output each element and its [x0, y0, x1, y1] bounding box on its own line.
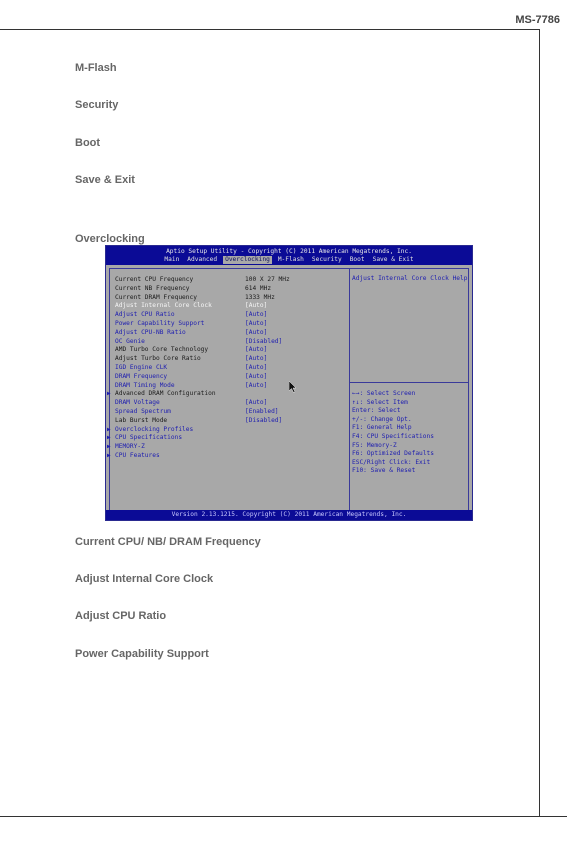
- bios-setting-value[interactable]: [Auto]: [245, 399, 268, 407]
- bios-setting-row[interactable]: [106, 372, 346, 381]
- bios-setting-label: OC Genie: [115, 337, 145, 345]
- bios-setting-label: Spread Spectrum: [115, 408, 171, 415]
- bios-setting-row[interactable]: [106, 301, 346, 310]
- bios-key-hint: Enter: Select: [352, 407, 401, 415]
- bios-setting-value[interactable]: [Disabled]: [245, 416, 283, 424]
- bios-screenshot: [105, 245, 473, 521]
- heading-power-capability: Power Capability Support: [75, 648, 209, 660]
- model-number: MS-7786: [515, 14, 560, 26]
- bios-setting-row: [106, 284, 346, 293]
- bios-key-hint: F1: General Help: [352, 424, 412, 432]
- submenu-arrow-icon: ▶: [107, 425, 111, 433]
- heading-adjust-core-clock: Adjust Internal Core Clock: [75, 573, 214, 585]
- bios-help-text: Adjust Internal Core Clock Help: [352, 275, 468, 282]
- bios-setting-row[interactable]: [106, 328, 346, 337]
- bios-setting-label: Current DRAM Frequency: [115, 293, 197, 301]
- header-rule: [0, 29, 540, 30]
- bios-setting-value[interactable]: [Auto]: [245, 372, 268, 380]
- bios-tab-main[interactable]: Main: [164, 256, 180, 263]
- bios-setting-row[interactable]: [106, 425, 346, 434]
- bios-setting-row: [106, 275, 346, 284]
- submenu-arrow-icon: ▶: [107, 390, 111, 398]
- bios-key-hint: ←→: Select Screen: [352, 390, 416, 397]
- bios-setting-row[interactable]: [106, 451, 346, 460]
- bios-setting-label: Adjust CPU-NB Ratio: [115, 328, 186, 336]
- bios-setting-label: IGD Engine CLK: [115, 364, 168, 371]
- bios-tab-m-flash[interactable]: M-Flash: [277, 256, 304, 263]
- submenu-arrow-icon: ▶: [107, 452, 111, 459]
- bios-key-hint: +/-: Change Opt.: [352, 415, 412, 423]
- bios-key-hint: ESC/Right Click: Exit: [352, 458, 431, 466]
- bios-setting-row[interactable]: [106, 354, 346, 363]
- bios-key-hint: F6: Optimized Defaults: [352, 450, 434, 458]
- bios-setting-row[interactable]: [106, 407, 346, 416]
- bios-setting-row[interactable]: [106, 398, 346, 407]
- bios-setting-value[interactable]: [Auto]: [245, 346, 268, 354]
- margin-rule: [539, 29, 540, 817]
- bios-tab-save-exit[interactable]: Save & Exit: [372, 256, 414, 263]
- submenu-arrow-icon: ▶: [107, 443, 111, 451]
- heading-adjust-cpu-ratio: Adjust CPU Ratio: [75, 610, 167, 622]
- bios-setting-label: Power Capability Support: [115, 320, 205, 327]
- bios-key-hint: F5: Memory-Z: [352, 441, 397, 449]
- submenu-arrow-icon: ▶: [107, 434, 111, 442]
- bios-setting-label: MEMORY-Z: [115, 443, 145, 451]
- heading-security: Security: [75, 99, 119, 111]
- bios-setting-value[interactable]: [Auto]: [245, 355, 268, 363]
- bios-footer: Version 2.13.1215. Copyright (C) 2011 American Megatrends, Inc.: [171, 511, 407, 518]
- bios-setting-row[interactable]: [106, 345, 346, 354]
- bios-setting-row[interactable]: [106, 310, 346, 319]
- bios-setting-label: Current NB Frequency: [115, 284, 190, 292]
- bios-setting-row: [106, 293, 346, 302]
- bios-setting-label: AMD Turbo Core Technology: [115, 346, 209, 354]
- bios-setting-value[interactable]: [Disabled]: [245, 337, 283, 345]
- bios-help-divider: [350, 382, 469, 383]
- bios-setting-label: Overclocking Profiles: [115, 425, 194, 433]
- bios-setting-label: DRAM Timing Mode: [115, 381, 175, 389]
- bios-setting-row[interactable]: [106, 389, 346, 398]
- bios-title: Aptio Setup Utility - Copyright (C) 2011 American Megatrends, Inc.: [166, 248, 412, 255]
- bios-setting-row[interactable]: [106, 381, 346, 390]
- bios-setting-value[interactable]: [Auto]: [245, 381, 268, 389]
- bios-setting-row[interactable]: [106, 442, 346, 451]
- bios-divider: [349, 268, 350, 511]
- bios-setting-value[interactable]: [Auto]: [245, 364, 268, 371]
- heading-overclocking: Overclocking: [75, 233, 145, 245]
- bios-setting-label: DRAM Frequency: [115, 372, 168, 380]
- bios-setting-row[interactable]: [106, 433, 346, 442]
- bios-footer-bar: [106, 510, 472, 520]
- bios-setting-value[interactable]: [Enabled]: [245, 408, 279, 415]
- bios-setting-label: DRAM Voltage: [115, 399, 160, 407]
- bios-key-hint: ↑↓: Select Item: [352, 398, 408, 406]
- bios-setting-row[interactable]: [106, 319, 346, 328]
- bios-setting-label: Adjust Turbo Core Ratio: [115, 355, 201, 363]
- bios-setting-label: Lab Burst Mode: [115, 416, 168, 424]
- heading-current-frequency: Current CPU/ NB/ DRAM Frequency: [75, 536, 261, 548]
- mouse-pointer-icon: [289, 381, 297, 393]
- bios-setting-row[interactable]: [106, 416, 346, 425]
- bios-setting-value[interactable]: [Auto]: [245, 302, 268, 310]
- bios-setting-value: 614 MHz: [245, 284, 272, 292]
- bios-setting-value: 1333 MHz: [245, 293, 275, 301]
- bios-setting-row[interactable]: [106, 337, 346, 346]
- bios-setting-label: Adjust CPU Ratio: [115, 311, 175, 319]
- bios-title-bar: [106, 246, 472, 265]
- bios-setting-label: Advanced DRAM Configuration: [115, 390, 216, 398]
- bios-tab-overclocking[interactable]: Overclocking: [225, 256, 270, 263]
- bios-setting-row[interactable]: [106, 363, 346, 372]
- bios-tab-security[interactable]: Security: [311, 256, 342, 263]
- bios-setting-value[interactable]: [Auto]: [245, 311, 268, 319]
- bios-setting-label: Current CPU Frequency: [115, 276, 194, 283]
- footer-rule: [0, 816, 567, 817]
- bios-tab-boot[interactable]: Boot: [349, 256, 365, 263]
- heading-mflash: M-Flash: [75, 62, 117, 74]
- bios-setting-value[interactable]: [Auto]: [245, 328, 268, 336]
- bios-tab-bar: [106, 256, 472, 264]
- heading-boot: Boot: [75, 137, 101, 149]
- bios-setting-label: CPU Specifications: [115, 434, 183, 442]
- bios-setting-value: 100 X 27 MHz: [245, 276, 290, 283]
- bios-setting-label: Adjust Internal Core Clock: [115, 302, 212, 310]
- heading-save-exit: Save & Exit: [75, 174, 135, 186]
- bios-key-hint: F10: Save & Reset: [352, 467, 416, 475]
- bios-setting-label: CPU Features: [115, 452, 160, 459]
- bios-tab-advanced[interactable]: Advanced: [187, 256, 218, 263]
- bios-setting-value[interactable]: [Auto]: [245, 320, 268, 327]
- bios-key-hint: F4: CPU Specifications: [352, 433, 434, 440]
